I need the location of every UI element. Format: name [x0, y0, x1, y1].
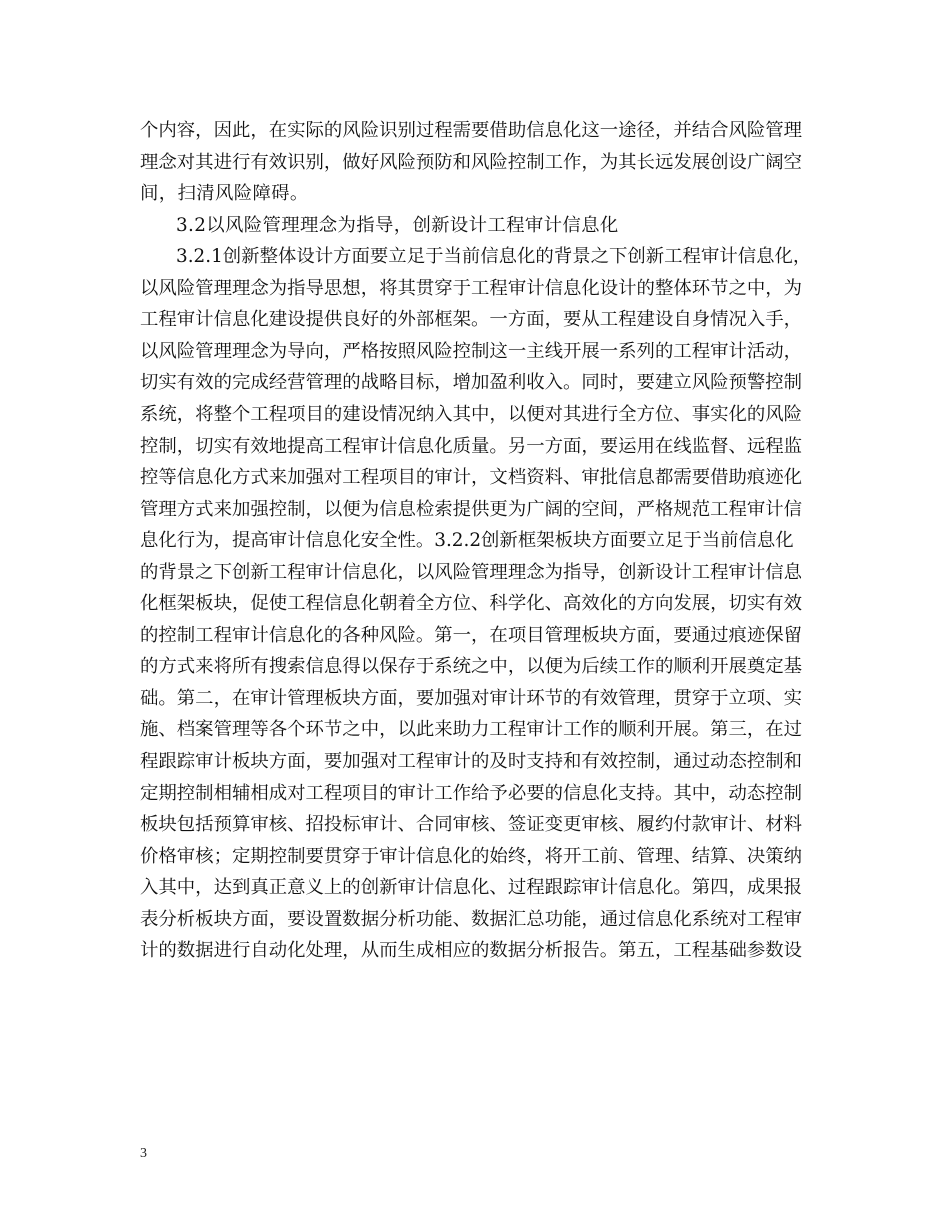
- text-line: 入其中，达到真正意义上的创新审计信息化、过程跟踪审计信息化。第四，成果报: [140, 877, 803, 899]
- text-line: 定期控制相辅相成对工程项目的审计工作给予必要的信息化支持。其中，动态控制: [140, 782, 803, 804]
- text-line: 的方式来将所有搜索信息得以保存于系统之中，以便为后续工作的顺利开展奠定基: [140, 656, 803, 678]
- text-line: 表分析板块方面，要设置数据分析功能、数据汇总功能，通过信息化系统对工程审: [140, 908, 803, 930]
- text-line: 理念对其进行有效识别，做好风险预防和风险控制工作，为其长远发展创设广阔空: [140, 151, 803, 173]
- text-line: 板块包括预算审核、招投标审计、合同审核、签证变更审核、履约付款审计、材料: [140, 814, 803, 836]
- text-line: 管理方式来加强控制，以便为信息检索提供更为广阔的空间，严格规范工程审计信: [140, 498, 803, 520]
- text-line: 价格审核；定期控制要贯穿于审计信息化的始终，将开工前、管理、结算、决策纳: [140, 845, 803, 867]
- text-line: 程跟踪审计板块方面，要加强对工程审计的及时支持和有效控制，通过动态控制和: [140, 751, 803, 772]
- text-line: 化框架板块，促使工程信息化朝着全方位、科学化、高效化的方向发展，切实有效: [140, 593, 803, 615]
- text-line: 工程审计信息化建设提供良好的外部框架。一方面，要从工程建设自身情况入手，: [140, 309, 803, 331]
- text-line: 控制，切实有效地提高工程审计信息化质量。另一方面，要运用在线监督、远程监: [140, 435, 803, 457]
- text-line: 施、档案管理等各个环节之中，以此来助力工程审计工作的顺利开展。第三，在过: [140, 719, 803, 741]
- text-line: 3.2.1创新整体设计方面要立足于当前信息化的背景之下创新工程审计信息化，: [176, 246, 812, 268]
- section-heading: 3.2以风险管理理念为指导，创新设计工程审计信息化: [176, 214, 619, 236]
- text-line: 础。第二，在审计管理板块方面，要加强对审计环节的有效管理，贯穿于立项、实: [140, 687, 803, 709]
- page-number: 3: [140, 1146, 147, 1161]
- text-line: 个内容，因此，在实际的风险识别过程需要借助信息化这一途径，并结合风险管理: [140, 120, 803, 141]
- text-line: 间，扫清风险障碍。: [140, 183, 309, 205]
- text-line: 息化行为，提高审计信息化安全性。3.2.2创新框架板块方面要立足于当前信息化: [140, 530, 794, 552]
- text-line: 的背景之下创新工程审计信息化，以风险管理理念为指导，创新设计工程审计信息: [140, 561, 803, 583]
- text-line: 以风险管理理念为导向，严格按照风险控制这一主线开展一系列的工程审计活动，: [140, 340, 803, 362]
- text-line: 的控制工程审计信息化的各种风险。第一，在项目管理板块方面，要通过痕迹保留: [140, 624, 803, 646]
- text-line: 系统，将整个工程项目的建设情况纳入其中，以便对其进行全方位、事实化的风险: [140, 403, 803, 425]
- text-line: 控等信息化方式来加强对工程项目的审计，文档资料、审批信息都需要借助痕迹化: [140, 467, 803, 489]
- text-line: 以风险管理理念为指导思想，将其贯穿于工程审计信息化设计的整体环节之中，为: [140, 277, 803, 299]
- text-line: 切实有效的完成经营管理的战略目标，增加盈利收入。同时，要建立风险预警控制: [140, 372, 803, 394]
- text-line: 计的数据进行自动化处理，从而生成相应的数据分析报告。第五，工程基础参数设: [140, 940, 803, 962]
